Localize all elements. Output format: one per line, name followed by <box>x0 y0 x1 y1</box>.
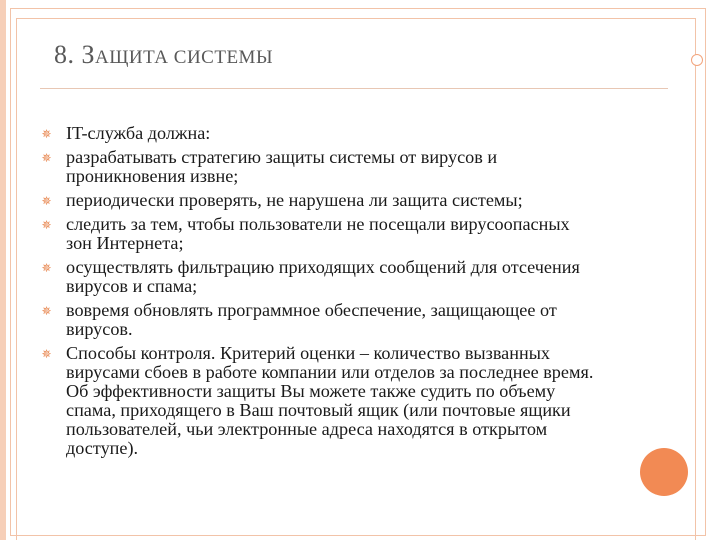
bullet-text: периодически проверять, не нарушена ли защита системы; <box>66 190 523 210</box>
side-decoration-strip <box>0 0 6 540</box>
bullet-text: вовремя обновлять программное обеспечение, защищающее от вирусов. <box>66 300 557 339</box>
bullet-list <box>40 124 600 463</box>
bullet-text: разрабатывать стратегию защиты системы от вирусов и проникновения извне; <box>66 147 498 186</box>
title-divider <box>40 88 668 89</box>
list-item <box>40 148 600 186</box>
list-item <box>40 215 600 253</box>
list-item <box>40 258 600 296</box>
slide-title-rest: АЩИТА СИСТЕМЫ <box>95 47 274 68</box>
sun-bullet-icon: ✵ <box>41 194 52 208</box>
sun-bullet-icon: ✵ <box>41 127 52 141</box>
sun-bullet-icon: ✵ <box>41 218 52 232</box>
list-item <box>40 344 600 458</box>
list-item <box>40 301 600 339</box>
bullet-text: IT-служба должна: <box>66 123 211 143</box>
decorative-ring-icon <box>691 54 703 66</box>
bullet-text: следить за тем, чтобы пользователи не посещали вирусоопасных зон Интернета; <box>66 214 570 253</box>
sun-bullet-icon: ✵ <box>41 304 52 318</box>
decorative-circle-icon <box>640 448 688 496</box>
slide-title-number: 8. З <box>54 40 96 69</box>
slide-title <box>54 40 273 70</box>
sun-bullet-icon: ✵ <box>41 261 52 275</box>
bullet-text: осуществлять фильтрацию приходящих сообщений для отсечения вирусов и спама; <box>66 257 580 296</box>
bullet-text: Способы контроля. Критерий оценки – количество вызванных вирусами сбоев в работе компании или отделов за последнее время. Об эффективности защиты Вы можете также судить по объему спама, приходящего в Ваш почтовый ящик (или почтовые ящики пользователей, чьи электронные адреса находятся в открытом доступе). <box>66 343 594 458</box>
sun-bullet-icon: ✵ <box>41 151 52 165</box>
list-item <box>40 124 600 143</box>
sun-bullet-icon: ✵ <box>41 347 52 361</box>
list-item <box>40 191 600 210</box>
